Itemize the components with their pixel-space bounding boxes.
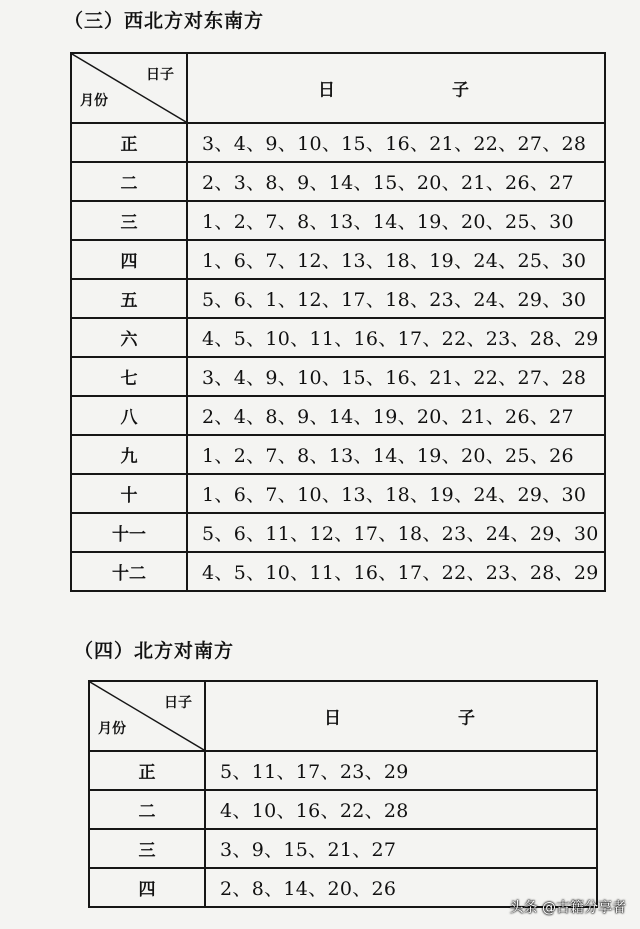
days-cell: 1、6、7、12、13、18、19、24、25、30: [187, 240, 605, 279]
table-row: [71, 240, 605, 279]
days-header-cell: [205, 681, 597, 751]
month-cell: 八: [71, 396, 187, 435]
table-row: [71, 435, 605, 474]
table-header-row: [71, 53, 605, 123]
days-cell: 3、9、15、21、27: [205, 829, 597, 868]
table-row: [71, 552, 605, 591]
days-cell: 1、6、7、10、13、18、19、24、29、30: [187, 474, 605, 513]
days-cell: 5、6、1、12、17、18、23、24、29、30: [187, 279, 605, 318]
table-row: [71, 357, 605, 396]
days-cell: 2、3、8、9、14、15、20、21、26、27: [187, 162, 605, 201]
section-3-table: [70, 52, 606, 592]
table-row: [71, 396, 605, 435]
table-row: [71, 279, 605, 318]
table-row: [71, 474, 605, 513]
month-cell: 四: [71, 240, 187, 279]
month-cell: 七: [71, 357, 187, 396]
days-cell: 4、5、10、11、16、17、22、23、28、29: [187, 552, 605, 591]
month-cell: 五: [71, 279, 187, 318]
corner-month-label: 月份: [98, 721, 126, 737]
days-header-char-1: 日: [318, 80, 335, 101]
month-cell: 正: [71, 123, 187, 162]
days-cell: 3、4、9、10、15、16、21、22、27、28: [187, 123, 605, 162]
days-cell: 5、11、17、23、29: [205, 751, 597, 790]
table-header-row: [89, 681, 597, 751]
month-cell: 二: [71, 162, 187, 201]
section-3-title: （三）西北方对东南方: [64, 10, 265, 32]
month-cell: 四: [89, 868, 205, 907]
days-cell: 2、4、8、9、14、19、20、21、26、27: [187, 396, 605, 435]
month-cell: 十: [71, 474, 187, 513]
month-cell: 三: [71, 201, 187, 240]
days-header-char-2: 子: [458, 708, 475, 729]
corner-header-cell: [71, 53, 187, 123]
days-header-cell: [187, 53, 605, 123]
days-cell: 2、8、14、20、26: [205, 868, 597, 907]
month-cell: 六: [71, 318, 187, 357]
corner-day-label: 日子: [146, 67, 174, 83]
corner-day-label: 日子: [164, 695, 192, 711]
month-cell: 十一: [71, 513, 187, 552]
days-cell: 4、10、16、22、28: [205, 790, 597, 829]
section-4-title: （四）北方对南方: [74, 640, 235, 662]
days-cell: 3、4、9、10、15、16、21、22、27、28: [187, 357, 605, 396]
table-row: [89, 829, 597, 868]
watermark: 头条 @古籍分享者: [509, 900, 626, 916]
month-cell: 正: [89, 751, 205, 790]
month-cell: 九: [71, 435, 187, 474]
days-cell: 1、2、7、8、13、14、19、20、25、26: [187, 435, 605, 474]
days-header-char-1: 日: [324, 708, 341, 729]
corner-header-cell: [89, 681, 205, 751]
table-row: [71, 162, 605, 201]
section-4-table: [88, 680, 598, 908]
corner-month-label: 月份: [80, 93, 108, 109]
month-cell: 十二: [71, 552, 187, 591]
table-row: [71, 123, 605, 162]
table-row: [89, 790, 597, 829]
table-row: [71, 201, 605, 240]
table-row: [71, 318, 605, 357]
table-row: [89, 751, 597, 790]
month-cell: 二: [89, 790, 205, 829]
month-cell: 三: [89, 829, 205, 868]
days-header-char-2: 子: [452, 80, 469, 101]
days-cell: 4、5、10、11、16、17、22、23、28、29: [187, 318, 605, 357]
days-cell: 5、6、11、12、17、18、23、24、29、30: [187, 513, 605, 552]
table-row: [71, 513, 605, 552]
days-cell: 1、2、7、8、13、14、19、20、25、30: [187, 201, 605, 240]
